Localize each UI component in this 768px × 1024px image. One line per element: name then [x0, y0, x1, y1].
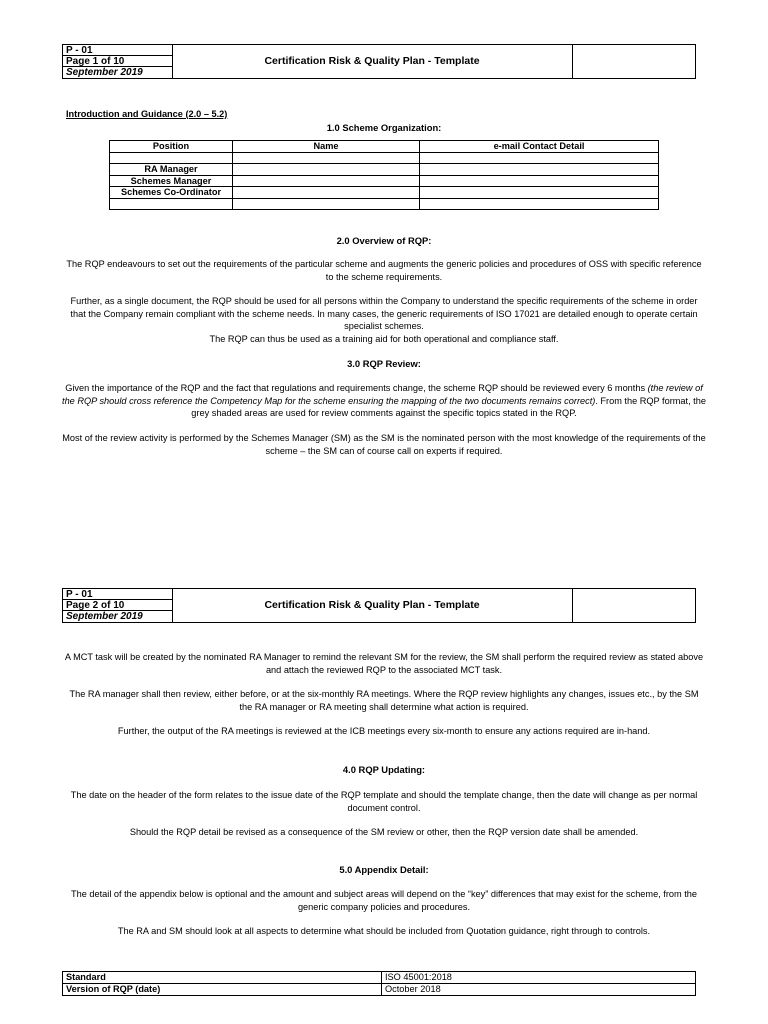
- section-5-para-2: The RA and SM should look at all aspects to determine what should be included from Quotation guidance, right through to controls.: [117, 926, 651, 936]
- email-cell[interactable]: [420, 152, 659, 164]
- header-blank-cell: [572, 589, 696, 622]
- name-cell[interactable]: [233, 198, 420, 210]
- position-cell: Schemes Co-Ordinator: [110, 187, 233, 199]
- header-blank-cell: [572, 45, 696, 78]
- col-name: Name: [233, 141, 420, 153]
- position-cell: [110, 152, 233, 164]
- email-cell[interactable]: [420, 187, 659, 199]
- review-text-italic: (the review of the RQP should cross reference the Competency Map for the scheme ensuring the mapping of the two documents remains correct): [62, 383, 703, 406]
- doc-code: P - 01: [63, 589, 172, 600]
- section-2-para-1: The RQP endeavours to set out the requirements of the particular scheme and augments the generic policies and procedures of OSS with specific reference to the scheme requirements.: [66, 259, 702, 282]
- table-row: [110, 164, 659, 176]
- section-4-para-1: The date on the header of the form relates to the issue date of the RQP template and should the template change, then the date will change as per normal document control.: [70, 790, 698, 813]
- header-meta: [63, 589, 173, 622]
- doc-title: Certification Risk & Quality Plan - Template: [264, 599, 480, 611]
- section-3-para-1: [62, 382, 706, 420]
- page-header-1: [62, 44, 696, 79]
- section-4-heading: 4.0 RQP Updating:: [342, 764, 426, 775]
- page-number: Page 1 of 10: [63, 56, 172, 67]
- section-1-heading: 1.0 Scheme Organization:: [326, 122, 442, 133]
- section-2-heading: 2.0 Overview of RQP:: [336, 235, 432, 246]
- review-text-c: . From the RQP format, the grey shaded areas are used for review comments against the specific topics stated in the RQP.: [191, 395, 706, 419]
- section-4-para-2: Should the RQP detail be revised as a consequence of the SM review or other, then the RQP version date shall be amended.: [129, 827, 639, 837]
- name-cell[interactable]: [233, 164, 420, 176]
- doc-date: September 2019: [66, 67, 143, 78]
- page-header-2: [62, 588, 696, 623]
- intro-heading: Introduction and Guidance (2.0 – 5.2): [66, 109, 228, 119]
- name-cell[interactable]: [233, 187, 420, 199]
- section-2-para-3: The RQP can thus be used as a training aid for both operational and compliance staff.: [209, 334, 559, 344]
- table-row: [110, 152, 659, 164]
- email-cell[interactable]: [420, 164, 659, 176]
- position-cell: [110, 198, 233, 210]
- doc-title: Certification Risk & Quality Plan - Template: [264, 55, 480, 67]
- section-3-heading: 3.0 RQP Review:: [347, 358, 421, 369]
- review-text-a: Given the importance of the RQP and the fact that regulations and requirements change, the scheme RQP should be reviewed every 6 months: [65, 383, 646, 393]
- email-cell[interactable]: [420, 175, 659, 187]
- position-cell: RA Manager: [110, 164, 233, 176]
- name-cell[interactable]: [233, 175, 420, 187]
- name-cell[interactable]: [233, 152, 420, 164]
- col-email: e-mail Contact Detail: [420, 141, 659, 153]
- table-row: [63, 984, 696, 996]
- table-row: [110, 198, 659, 210]
- table-row: [110, 187, 659, 199]
- version-label: Version of RQP (date): [63, 984, 382, 996]
- section-3-para-2: Most of the review activity is performed by the Schemes Manager (SM) as the SM is the nominated person with the most knowledge of the requirements of the scheme – the SM can of course call on experts if required.: [62, 433, 706, 456]
- standard-label: Standard: [63, 972, 382, 984]
- col-position: Position: [110, 141, 233, 153]
- section-3-para-3: A MCT task will be created by the nominated RA Manager to remind the relevant SM for the review, the SM shall perform the required review as stated above and attach the reviewed RQP to the associated MCT task.: [64, 652, 704, 675]
- table-header-row: [110, 141, 659, 153]
- table-row: [110, 175, 659, 187]
- doc-date: September 2019: [66, 611, 143, 622]
- version-value: October 2018: [382, 984, 696, 996]
- section-5-heading: 5.0 Appendix Detail:: [339, 864, 429, 875]
- section-5-para-1: The detail of the appendix below is optional and the amount and subject areas will depend on the “key” differences that may exist for the scheme, from the generic company policies and procedures.: [71, 889, 697, 912]
- section-3-para-4: The RA manager shall then review, either before, or at the six-monthly RA meetings. Where the RQP review highlights any changes, issues etc., by the SM the RA manager or RA meeting shall determine what action is required.: [69, 689, 699, 712]
- position-cell: Schemes Manager: [110, 175, 233, 187]
- scheme-organization-table: [109, 140, 659, 210]
- header-meta: [63, 45, 173, 78]
- footer-table: [62, 971, 696, 996]
- email-cell[interactable]: [420, 198, 659, 210]
- doc-code: P - 01: [63, 45, 172, 56]
- table-row: [63, 972, 696, 984]
- section-3-para-5: Further, the output of the RA meetings is reviewed at the ICB meetings every six-month to ensure any actions required are in-hand.: [117, 726, 651, 736]
- standard-value: ISO 45001:2018: [382, 972, 696, 984]
- page-number: Page 2 of 10: [63, 600, 172, 611]
- section-2-para-2: Further, as a single document, the RQP should be used for all persons within the Company to understand the specific requirements of the scheme in order that the Company remain compliant with the scheme needs. In many cases, the generic requirements of ISO 17021 are detailed enough to operate certain specialist schemes.: [70, 296, 698, 332]
